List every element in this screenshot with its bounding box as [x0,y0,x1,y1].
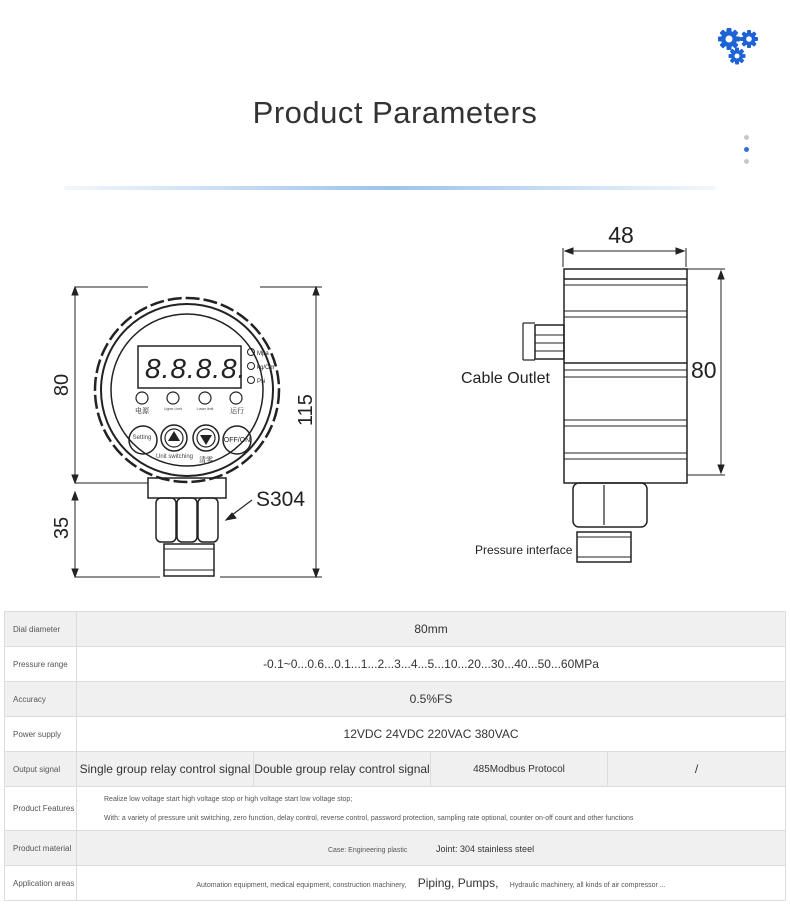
application-right: Hydraulic machinery, all kinds of air compressor ... [509,882,666,889]
output-signal-double: Double group relay control signal [254,752,431,787]
table-row [5,752,786,787]
setting-button-label: Setting [132,435,152,441]
application-left: Automation equipment, medical equipment, construction machinery, [196,882,407,889]
dim-total-label: 115 [295,394,317,426]
application-areas-value [77,866,786,901]
row-label-product-material: Product material [5,831,77,866]
table-row [5,682,786,717]
unit-psi: Psi [257,379,266,385]
dim-bottom-label: 35 [51,516,73,540]
table-row [5,866,786,901]
row-label-power-supply: Power supply [5,717,77,752]
pager-dot-1[interactable] [744,135,749,140]
feature-line-1: Realize low voltage start high voltage stop or high voltage start low voltage stop; [104,795,353,803]
dim-width-label: 48 [608,222,634,248]
accuracy-value: 0.5%FS [77,682,786,717]
pager-dot-2[interactable] [744,147,749,152]
dim-dial-label: 80 [51,373,73,397]
output-signal-single: Single group relay control signal [77,752,254,787]
table-row [5,717,786,752]
front-view-drawing [40,270,330,590]
pressure-interface-label: Pressure interface [475,543,573,557]
led-label-upper: Upper Limit [164,407,182,411]
product-material-value [77,831,786,866]
product-features-value [77,787,786,831]
output-signal-none: / [608,752,786,787]
row-label-output-signal: Output signal [5,752,77,787]
row-label-accuracy: Accuracy [5,682,77,717]
display-digits: 8.8.8.8. [145,353,247,384]
unit-switching-label: Unit switching [156,454,194,460]
power-supply-value: 12VDC 24VDC 220VAC 380VAC [77,717,786,752]
dim-height-label: 80 [691,357,717,383]
pressure-range-value: -0.1~0...0.6...0.1...1...2...3...4...5...10...20...30...40...50...60MPa [77,647,786,682]
page-title: Product Parameters [252,95,538,130]
output-signal-modbus: 485Modbus Protocol [431,752,608,787]
unit-mpa: Mpa [257,351,269,357]
material-case: Case: Engineering plastic [327,847,408,854]
material-joint: Joint: 304 stainless steel [436,844,535,854]
led-label-lower: Lower limit [196,407,214,411]
row-label-pressure-range: Pressure range [5,647,77,682]
material-callout: S304 [256,488,306,511]
table-row [5,831,786,866]
application-middle: Piping, Pumps, [417,876,499,890]
feature-line-2: With: a variety of pressure unit switching, zero function, delay control, reverse control, password protection, sampling rate optional, counter on-off count and other functions [104,814,634,822]
row-label-application-areas: Application areas [5,866,77,901]
table-row [5,647,786,682]
offon-button-label: OFF/ON [223,437,251,444]
parameter-table [4,611,786,901]
table-row [5,787,786,831]
led-label-power: 电源 [135,408,149,415]
table-row [5,612,786,647]
title-underline [64,186,716,190]
zero-button-label: 清零 [199,457,213,464]
gears-icon [716,25,762,67]
pager-dot-3[interactable] [744,159,749,164]
unit-kgcm: kg/Cm [257,365,275,371]
led-label-run: 运行 [230,408,244,415]
row-label-dial-diameter: Dial diameter [5,612,77,647]
row-label-product-features: Product Features [5,787,77,831]
side-view-drawing [455,215,735,580]
cable-outlet-label: Cable Outlet [461,370,550,387]
dial-diameter-value: 80mm [77,612,786,647]
